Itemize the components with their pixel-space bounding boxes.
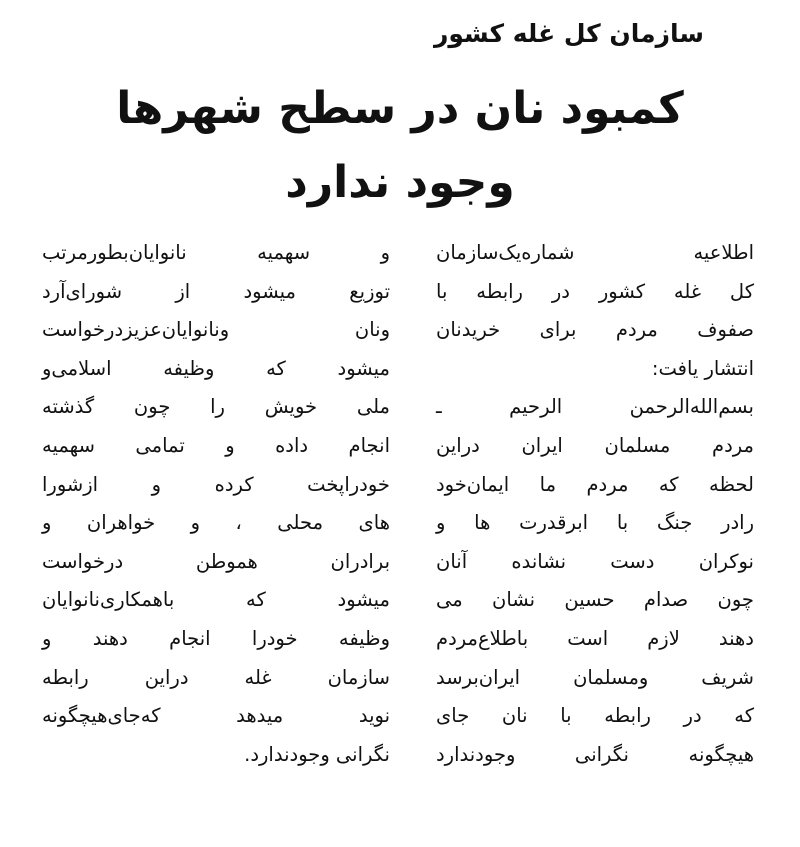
article-headline: [70, 72, 730, 220]
article-column-left: [42, 234, 390, 774]
column-line: و سهمیه نانوایان‌بطورمرتب: [42, 241, 390, 264]
column-line: دهند لازم است باطلاع‌مردم: [436, 626, 754, 650]
column-line: سازمان غله دراین رابطه: [42, 665, 390, 689]
column-line: هیچگونه نگرانی وجودندارد: [436, 742, 754, 766]
column-line: ملی خویش را چون گذشته: [42, 395, 390, 419]
column-line: صفوف مردم برای خریدنان: [436, 318, 754, 342]
column-line: کل غله کشور در رابطه با: [436, 279, 754, 303]
column-line: برادران هموطن درخواست: [42, 549, 390, 573]
article-column-right: [436, 234, 754, 774]
column-line: شریف ومسلمان ایران‌برسد: [436, 665, 754, 689]
column-line: وظیفه خودرا انجام دهند و: [42, 626, 390, 650]
column-line: نگرانی وجود‌ندارد.: [244, 742, 390, 766]
column-line: انتشار یافت:: [651, 356, 754, 380]
column-line: اطلاعیه شماره‌یک‌سازمان: [436, 241, 754, 264]
headline-line-1: کمبود نان در سطح شهرها: [116, 83, 684, 134]
column-line: لحظه که مردم ما ایمان‌خود: [436, 472, 754, 496]
column-line: های محلی ، و خواهران و: [42, 511, 390, 535]
column-line: که در رابطه با نان جای: [436, 704, 754, 728]
column-line: میشود که باهمکاری‌نانوایان: [42, 588, 390, 612]
column-line: میشود که وظیفه اسلامی‌و: [42, 356, 390, 380]
column-line: بسم‌الله‌الرحمن الرحیم ـ: [436, 395, 754, 419]
headline-line-2: وجود ندارد: [285, 157, 515, 208]
column-line: توزیع میشود از شورای‌آرد: [42, 279, 390, 303]
column-line: رادر جنگ با ابرقدرت ها و: [436, 511, 754, 535]
column-line: مردم مسلمان ایران دراین: [436, 433, 754, 457]
column-line: نوکران دست نشانده آنان: [436, 549, 754, 573]
article-kicker: سازمان کل غله کشور: [433, 19, 704, 48]
column-line: نوید میدهد که‌جای‌هیچگونه: [42, 704, 390, 728]
column-line: ونان ونانوایان‌عزیزدرخواست: [42, 318, 390, 342]
column-line: خودراپخت کرده و ازشورا: [42, 472, 390, 496]
column-line: انجام داده و تمامی سهمیه: [42, 433, 390, 457]
column-line: چون صدام حسین نشان می: [436, 588, 754, 612]
